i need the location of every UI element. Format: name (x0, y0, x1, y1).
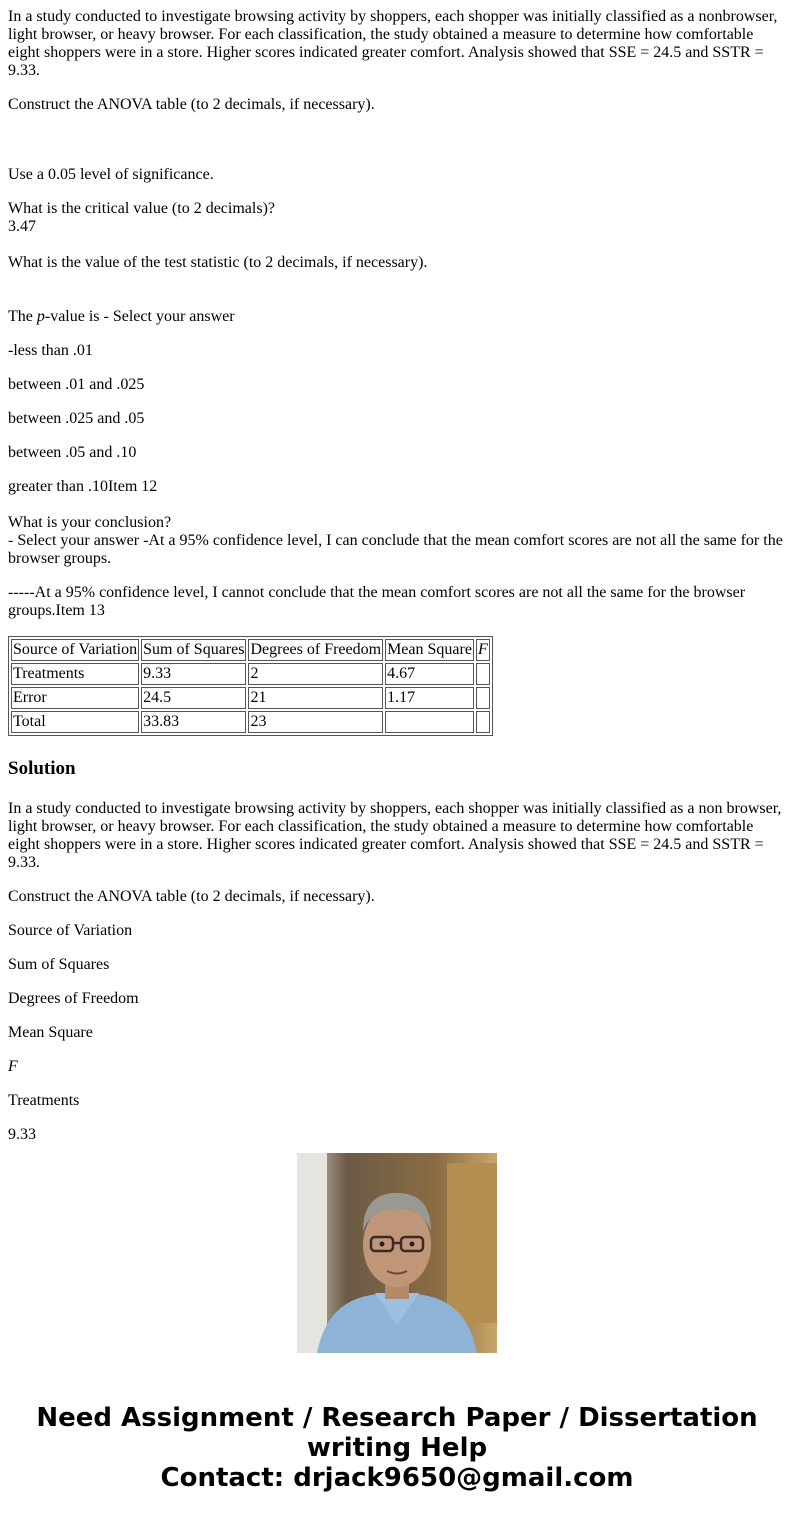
table-cell: 4.67 (385, 663, 474, 685)
p-option-2: between .01 and .025 (8, 376, 145, 393)
table-cell (385, 711, 474, 733)
solution-heading: Solution (8, 758, 76, 779)
table-row (11, 687, 490, 709)
p-option-5: greater than .10Item 12 (8, 478, 158, 495)
solution-line: 9.33 (8, 1126, 36, 1143)
header-source: Source of Variation (11, 639, 139, 661)
test-statistic-question: What is the value of the test statistic (to 2 decimals, if necessary). (8, 254, 428, 271)
promo-contact: Contact: drjack9650@gmail.com (160, 1463, 634, 1493)
conclusion-option-2: -----At a 95% confidence level, I cannot conclude that the mean comfort scores are not all the same for the browser groups.Item 13 (8, 584, 746, 619)
table-cell: Error (11, 687, 139, 709)
avatar (297, 1153, 497, 1353)
significance-text: Use a 0.05 level of significance. (8, 166, 214, 183)
table-cell (476, 687, 490, 709)
critical-value-block (8, 200, 786, 236)
table-cell (476, 711, 490, 733)
solution-construct: Construct the ANOVA table (to 2 decimals, if necessary). (8, 888, 375, 905)
table-cell: 33.83 (141, 711, 246, 733)
pvalue-prompt: The p-value is - Select your answer (8, 308, 235, 325)
header-ms: Mean Square (385, 639, 474, 661)
header-ss: Sum of Squares (141, 639, 246, 661)
table-row (11, 663, 490, 685)
promo-line-1: Need Assignment / Research Paper / Dissertation writing Help (36, 1403, 758, 1463)
solution-line: F (8, 1058, 18, 1075)
table-cell: 21 (248, 687, 383, 709)
solution-line: Mean Square (8, 1024, 93, 1041)
p-option-4: between .05 and .10 (8, 444, 137, 461)
header-df: Degrees of Freedom (248, 639, 383, 661)
solution-intro: In a study conducted to investigate browsing activity by shoppers, each shopper was initially classified as a non browser, light browser, or heavy browser. For each classification, the study obtained a measure to determine how comfortable eight shoppers were in a store. Higher scores indicated greater comfort. Analysis showed that SSE = 24.5 and SSTR = 9.33. (8, 800, 782, 871)
critical-value-question: What is the critical value (to 2 decimals)? (8, 200, 275, 217)
blank-space-2 (8, 288, 786, 308)
avatar-portrait-icon (297, 1153, 497, 1353)
table-row (11, 711, 490, 733)
header-f: F (476, 639, 490, 661)
solution-line: Source of Variation (8, 922, 133, 939)
question-intro: In a study conducted to investigate browsing activity by shoppers, each shopper was initially classified as a nonbrowser, light browser, or heavy browser. For each classification, the study obtained a measure to determine how comfortable eight shoppers were in a store. Higher scores indicated greater comfort. Analysis showed that SSE = 24.5 and SSTR = 9.33. (8, 8, 778, 79)
table-cell: Total (11, 711, 139, 733)
table-header-row (11, 639, 490, 661)
conclusion-option-1: - Select your answer -At a 95% confidence level, I can conclude that the mean comfort scores are not all the same for the browser groups. (8, 532, 783, 567)
solution-line: Sum of Squares (8, 956, 110, 973)
critical-value-answer: 3.47 (8, 218, 36, 235)
p-option-3: between .025 and .05 (8, 410, 145, 427)
table-cell (476, 663, 490, 685)
anova-table (8, 636, 493, 736)
document-content (8, 8, 786, 1143)
table-cell: 23 (248, 711, 383, 733)
blank-space (8, 130, 786, 166)
conclusion-question: What is your conclusion? (8, 514, 172, 531)
solution-line: Treatments (8, 1092, 80, 1109)
p-option-1: -less than .01 (8, 342, 93, 359)
solution-line: Degrees of Freedom (8, 990, 139, 1007)
conclusion-block (8, 514, 786, 568)
p-symbol: p (36, 308, 45, 325)
promo-banner (0, 1403, 794, 1493)
table-cell: 1.17 (385, 687, 474, 709)
construct-instruction: Construct the ANOVA table (to 2 decimals, if necessary). (8, 96, 375, 113)
table-cell: 2 (248, 663, 383, 685)
table-cell: Treatments (11, 663, 139, 685)
table-cell: 24.5 (141, 687, 246, 709)
table-cell: 9.33 (141, 663, 246, 685)
